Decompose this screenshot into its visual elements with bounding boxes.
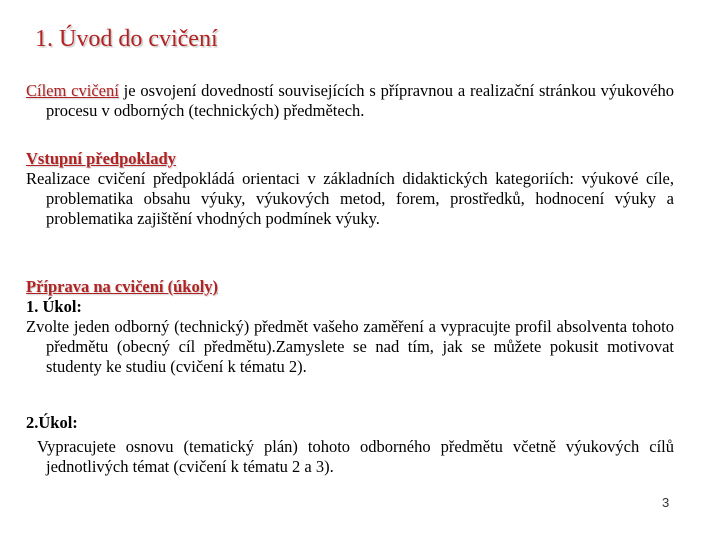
prerequisites-heading: Vstupní předpoklady	[26, 149, 176, 168]
task2-section	[26, 413, 674, 477]
preparation-section	[26, 277, 674, 377]
page-number: 3	[662, 495, 670, 510]
prerequisites-text: Realizace cvičení předpokládá orientaci v základních didaktických kategoriích: výukové cíle, problematika obsahu výuky, výukových metod, forem, prostředků, hodnocení výuky a problematika zajištění vhodných podmínek výuky.	[26, 169, 674, 228]
task1-text: Zvolte jeden odborný (technický) předmět vašeho zaměření a vypracujte profil absolventa tohoto předmětu (obecný cíl předmětu).Zamyslete se nad tím, jak se můžete pokusit motivovat studenty ke studiu (cvičení k tématu 2).	[26, 317, 674, 376]
task2-label: 2.Úkol:	[26, 413, 78, 432]
prerequisites-section	[26, 149, 674, 229]
task1-label: 1. Úkol:	[26, 297, 82, 316]
intro-text: je osvojení dovedností souvisejících s přípravnou a realizační stránkou výukového procesu v odborných (technických) předmětech.	[46, 81, 674, 120]
task2-text: Vypracujete osnovu (tematický plán) tohoto odborného předmětu včetně výukových cílů jednotlivých témat (cvičení k tématu 2 a 3).	[37, 437, 674, 476]
preparation-heading: Příprava na cvičení (úkoly)	[26, 277, 219, 296]
intro-highlight: Cílem cvičení	[26, 81, 119, 100]
slide-title: 1. Úvod do cvičení	[35, 26, 218, 52]
intro-section	[26, 81, 674, 121]
intro-paragraph	[26, 81, 674, 121]
